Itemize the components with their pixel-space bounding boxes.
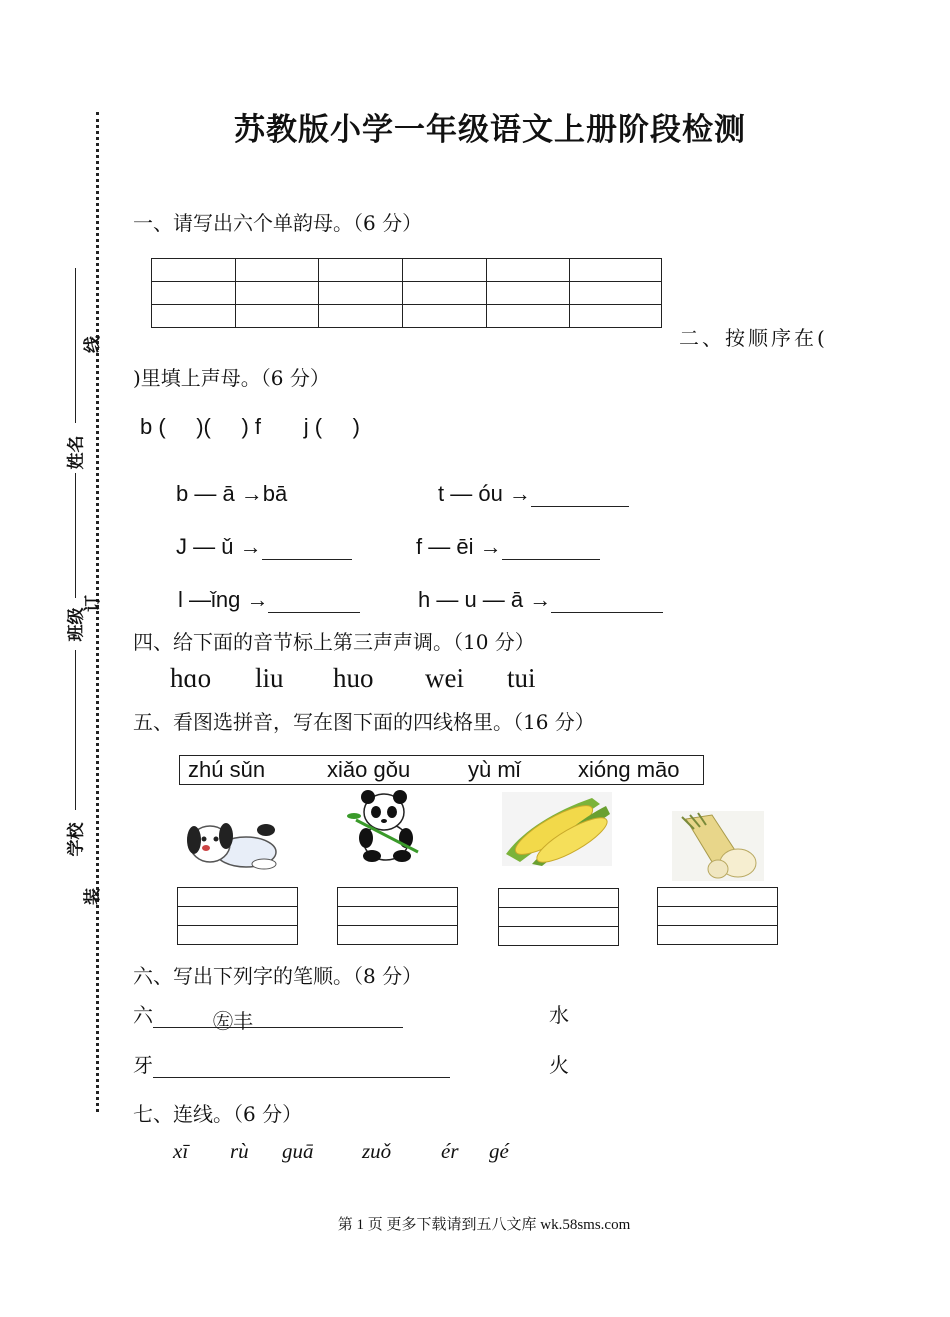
q3-blank-2[interactable] [531,486,629,507]
page-title: 苏教版小学一年级语文上册阶段检测 [234,112,746,148]
q1-answer-grid[interactable] [151,258,662,328]
q7-word[interactable]: zuǒ [362,1139,392,1163]
q5-option: yù mǐ [468,757,521,782]
q7-word[interactable]: rù [230,1139,249,1163]
q3-item-1: b — ā →bā [176,481,288,506]
q7-word[interactable]: ér [441,1139,459,1163]
q4-syllable[interactable]: tui [507,663,536,693]
q1-heading: 一、请写出六个单韵母。（6 分） [133,211,423,235]
q5-writing-grid[interactable] [337,887,458,945]
q5-option: xiǎo gǒu [327,757,411,782]
q3-item-3: J — ǔ → [176,534,352,560]
q5-writing-grid[interactable] [498,888,619,946]
q7-word[interactable]: xī [173,1139,189,1163]
q3-item-2: t — óu → [438,481,629,507]
q3-blank-3[interactable] [262,539,352,560]
q5-option: zhú sǔn [188,757,266,782]
q7-word[interactable]: guā [282,1139,314,1163]
q4-syllable[interactable]: huo [333,663,374,693]
q5-option: xióng māo [578,757,680,782]
q5-heading: 五、看图选拼音，写在图下面的四线格里。（16 分） [133,710,595,734]
q6-char-item: 牙 [133,1049,450,1078]
class-label: 班级 [66,607,86,642]
q4-syllable[interactable]: hɑo [170,663,212,693]
name-blank-line[interactable] [75,268,76,423]
bamboo-shoot-picture [672,811,764,881]
q4-syllable[interactable]: wei [425,663,464,693]
dog-picture [184,812,282,878]
q6-answer-line[interactable] [153,1057,450,1078]
margin-line-label: 线 [83,336,102,353]
margin-ding-label: 订 [83,595,102,612]
q2-sequence[interactable]: b ( )( ) f j ( ) [140,414,360,439]
margin-zhuang-label: 装 [83,888,102,905]
class-blank-line[interactable] [75,473,76,598]
q4-syllable[interactable]: liu [255,663,284,693]
corn-picture [502,792,612,866]
q6-char-item: 六 ㊧丰 [133,999,403,1028]
q6-answer-line[interactable] [153,1007,403,1033]
q6-example-stroke: ㊧丰 [213,1009,253,1033]
school-label: 学校 [66,822,86,857]
q3-item-4: f — ēi → [416,534,600,560]
q3-item-6: h — u — ā → [418,587,663,613]
q7-heading: 七、连线。（6 分） [133,1102,303,1126]
q3-blank-6[interactable] [551,592,663,613]
q5-writing-grid[interactable] [657,887,778,945]
q5-writing-grid[interactable] [177,887,298,945]
name-label: 姓名 [66,435,86,470]
panda-picture [346,790,424,864]
page-footer: 第 1 页 更多下载请到五八文库 wk.58sms.com [337,1217,631,1233]
q3-blank-5[interactable] [268,592,360,613]
q4-heading: 四、给下面的音节标上第三声声调。（10 分） [133,630,535,654]
q6-char: 火 [549,1053,569,1077]
q7-word[interactable]: gé [489,1139,509,1163]
q6-char: 水 [549,1003,569,1027]
q3-blank-4[interactable] [502,539,600,560]
school-blank-line[interactable] [75,650,76,810]
q3-item-5: l —ǐng → [178,587,360,613]
q2-heading-part2: )里填上声母。（6 分） [133,366,330,390]
binding-dotted-line [96,112,99,1112]
q2-heading-part1: 二、按顺序在( [679,326,828,350]
q6-heading: 六、写出下列字的笔顺。（8 分） [133,964,423,988]
